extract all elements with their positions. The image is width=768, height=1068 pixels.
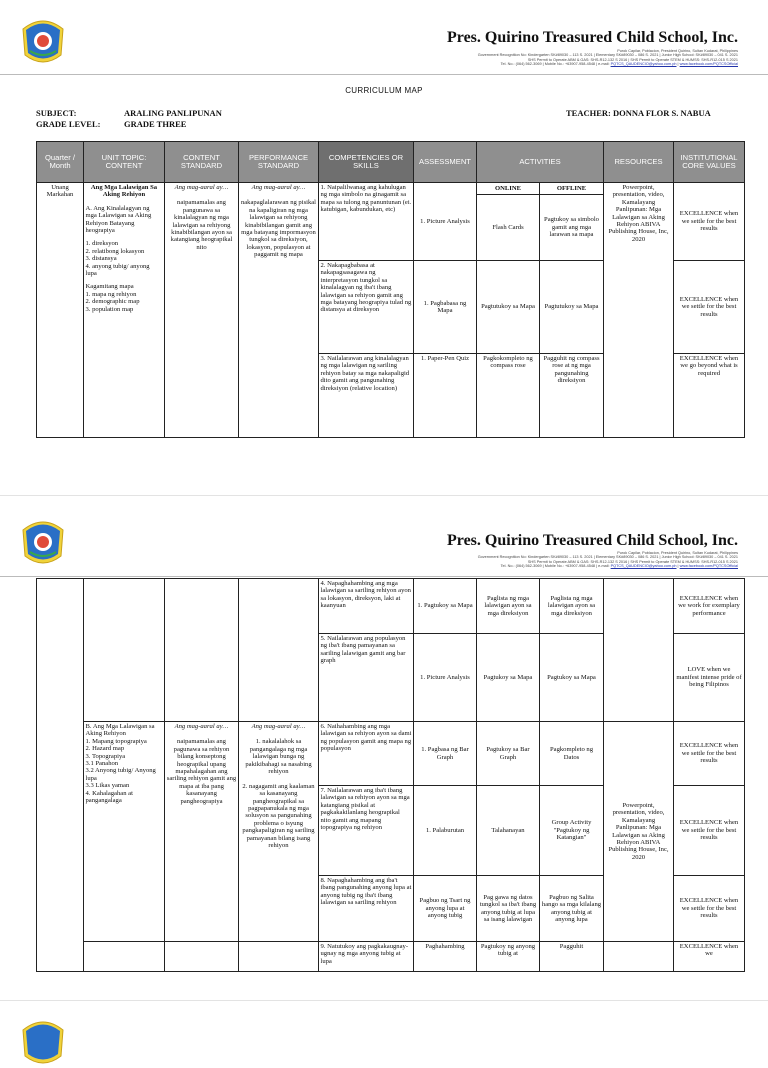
assessment-cell: 1. Pagbasa ng Bar Graph (414, 722, 477, 786)
offline-activity-cell: Pagkompleto ng Datos (540, 722, 604, 786)
unit-a: A. Ang Kinalalagyan ng mga Lalawigan sa Aking Rehiyon Batayang heograpiya (85, 204, 152, 235)
online-activity-cell: Paglista ng mga lalawigan ayon sa mga direksiyon (477, 579, 540, 634)
subject-label: SUBJECT: (36, 108, 77, 118)
col-quarter: Quarter / Month (37, 142, 84, 183)
competency-cell: 5. Nailalarawan ang populasyon ng iba't ibang pamayanan sa sariling lalawigan gamit ang bar graph (319, 634, 414, 722)
quarter-cell (37, 579, 84, 972)
competency-cell: 3. Nailalarawan ang kinalalagyan ng mga lalawigan ng sariling rehiyon batay sa mga nakapaligid dito gamit ang pangunahing direksiyon (relative location) (319, 354, 414, 438)
col-unit-topic: UNIT TOPIC: CONTENT (84, 142, 165, 183)
ps-body: 1. nakalalahok sa pangangalaga ng mga lalawigan bunga ng pakikibahagi sa nasabing rehiyon 2. nagagamit ang kaalaman sa kasanayang pangheograpikal sa pagpapanukala ng mga solusyon sa pangunahing problema o isyung pangkapaligiran ng sariling pamayanan bilang isang rehiyon (242, 738, 315, 850)
curriculum-table-page1 (36, 141, 745, 438)
core-value-cell: EXCELLENCE when we settle for the best results (674, 786, 745, 876)
content-standard-cell (165, 942, 239, 972)
online-activity-cell: Talahanayan (477, 786, 540, 876)
header-divider (0, 576, 768, 577)
subject-value: ARALING PANLIPUNAN (124, 108, 222, 118)
cs-head: Ang mag-aaral ay… (174, 184, 229, 191)
cs-head: Ang mag-aaral ay… (174, 723, 229, 730)
content-standard-cell (165, 579, 239, 722)
offline-activity-cell: Pagbuo ng Salita hango sa mga kilalang anyong tubig at anyong lupa (540, 876, 604, 942)
core-value-cell: EXCELLENCE when we work for exemplary performance (674, 579, 745, 634)
table-row (37, 722, 745, 786)
contact-text: Tel. No.: (064) 562-3069 | Mobile No.: +63907-958-4548 | e-mail: (500, 62, 611, 67)
email-link[interactable]: PQTCS_QAUDENCIO@yahoo.com.ph (610, 62, 677, 67)
school-name: Pres. Quirino Treasured Child School, Inc. (446, 29, 738, 46)
offline-activity-cell: Pagtukoy sa Mapa (540, 634, 604, 722)
core-value-cell: EXCELLENCE when we settle for the best results (674, 876, 745, 942)
ps-body: nakapaglalarawan ng pisikal na kapaligiran ng mga lalawigan sa rehiyong kinabibilangan gamit ang mga batayang impormasyon tungkol sa direksiyon, lokasyon, populasyon at paggamit ng mapa (240, 199, 317, 259)
email-link[interactable]: PQTCS_QAUDENCIO@yahoo.com.ph (610, 564, 677, 569)
grade-value: GRADE THREE (124, 119, 187, 129)
page-break-line (0, 495, 768, 496)
online-activity-cell: Pagtukoy sa Bar Graph (477, 722, 540, 786)
ps-head: Ang mag-aaral ay… (251, 184, 306, 191)
curriculum-table-page2 (36, 578, 745, 972)
content-standard-cell (165, 183, 239, 438)
school-address: Purok Capilar, Poblacion, President Quirino, Sultan Kudarat, Philippines (617, 551, 738, 555)
unit-topic-cell (84, 942, 165, 972)
school-seal-logo (20, 15, 66, 67)
core-value-cell: EXCELLENCE when we settle for the best results (674, 261, 745, 354)
facebook-link[interactable]: www.facebook.com/PQTCSOfficial (679, 62, 738, 67)
unit-topic-cell: B. Ang Mga Lalawigan sa Aking Rehiyon 1. Mapang topograpiya 2. Hazard map 3. Topograpiya 3.1 Panahon 3.2 Anyong tubig/ Anyong lupa 3.3 Likas yaman 4. Kahalagahan at pangangalaga (84, 722, 165, 942)
col-performance-standard: PERFORMANCE STANDARD (239, 142, 319, 183)
assessment-cell: 1. Pagbabasa ng Mapa (414, 261, 477, 354)
performance-standard-cell (239, 183, 319, 438)
competency-cell: 6. Naihahambing ang mga lalawigan sa rehiyon ayon sa dami ng populasyon gamit ang mapa ng populasyon (319, 722, 414, 786)
facebook-link[interactable]: www.facebook.com/PQTCSOfficial (679, 564, 738, 569)
unit-tools: Kagamitang mapa 1. mapa ng rehiyon 2. demographic map 3. population map (85, 283, 140, 313)
assessment-cell: 1. Paper-Pen Quiz (414, 354, 477, 438)
assessment-cell: Paghahambing (414, 942, 477, 972)
resources-cell: Powerpoint, presentation, video, Kamalayang Panlipunan: Mga Lalawigan sa Aking Rehiyon ABIVA Publishing House, Inc, 2020 (604, 183, 674, 438)
col-content-standard: CONTENT STANDARD (165, 142, 239, 183)
offline-subheader: OFFLINE (540, 183, 604, 195)
online-activity-cell: Flash Cards (477, 195, 540, 261)
contact-line (478, 564, 738, 568)
resources-cell: Powerpoint, presentation, video, Kamalayang Panlipunan: Mga Lalawigan sa Aking Rehiyon ABIVA Publishing House, Inc, 2020 (604, 722, 674, 942)
offline-activity-cell: Paglista ng mga lalawigan ayon sa mga direksiyon (540, 579, 604, 634)
permits-line: SHS Permit to Operate ABM & GAS: SHS-R12-132 S 2016 | SHS Permit to Operate STEM & HUMSS: SHS-R12-015 S 2021 (527, 559, 738, 564)
school-seal-logo (20, 516, 66, 568)
core-value-cell: EXCELLENCE when we settle for the best results (674, 183, 745, 261)
unit-title: Ang Mga Lalawigan Sa Aking Rehiyon (90, 184, 158, 199)
performance-standard-cell (239, 722, 319, 942)
contact-text: Tel. No.: (064) 562-3069 | Mobile No.: +63907-958-4548 | e-mail: (500, 564, 611, 569)
offline-activity-cell: Pagtukoy sa simbolo gamit ang mga larawan sa mapa (540, 195, 604, 261)
grade-label: GRADE LEVEL: (36, 119, 101, 129)
col-competencies: COMPETENCIES OR SKILLS (319, 142, 414, 183)
competency-cell: 7. Nailalarawan ang iba't ibang lalawigan sa rehiyon ayon sa mga katangiang pisikal at pagkakakilanlang heograpikal nito gamit ang mapang topograpiya ng rehiyon (319, 786, 414, 876)
separator: | (676, 62, 680, 67)
performance-standard-cell (239, 942, 319, 972)
teacher-info (566, 108, 711, 118)
table-row (37, 942, 745, 972)
page-break-line (0, 1000, 768, 1001)
assessment-cell: 1. Palaburutan (414, 786, 477, 876)
core-value-cell: LOVE when we manifest intense pride of being Filipinos (674, 634, 745, 722)
competency-cell: 2. Nakapagbabasa at nakapagsasagawa ng interpretasyon tungkol sa kinalalagyan ng iba't ibang lalawigan sa rehiyon gamit ang mga batayang heograpiya tulad ng distansya at direksyon (319, 261, 414, 354)
assessment-cell: 1. Picture Analysis (414, 183, 477, 261)
cs-body: naipamamalas ang pagunawa sa rehiyon bilang konseptong heograpikal upang mapahalagahan ang sariling rehiyon gamit ang mapa at iba pang kasanayang pangheograpiya (166, 738, 237, 805)
unit-topic-cell (84, 579, 165, 722)
school-address-block (478, 49, 738, 67)
col-resources: RESOURCES (604, 142, 674, 183)
content-standard-cell (165, 722, 239, 942)
recognition-line: Government Recognition No: Kindergarten SK#89030 – 113 S. 2021 | Elementary SK#89030 – 086 S. 2021 | Junior High School: SK#89030 – 041 S. 2021 (477, 53, 738, 58)
resources-cell (604, 942, 674, 972)
table-row (37, 183, 745, 195)
col-core-values: INSTITUTIONAL CORE VALUES (674, 142, 745, 183)
competency-cell: 8. Napaghahambing ang iba't ibang pangunahing anyong lupa at anyong tubig ng iba't ibang lalawigan sa sariling rehiyon (319, 876, 414, 942)
col-assessment: ASSESSMENT (414, 142, 477, 183)
assessment-cell: 1. Pagtukoy sa Mapa (414, 579, 477, 634)
cs-body: naipamamalas ang pangunawa sa kinalalagyan ng mga lalawigan sa rehiyong kinabibilangan ayon sa katangiang heograpikal nito (170, 199, 233, 251)
offline-activity-cell: Pagguhit ng compass rose at ng mga pangunahing direksiyon (540, 354, 604, 438)
offline-activity-cell: Pagguhit (540, 942, 604, 972)
core-value-cell: EXCELLENCE when we settle for the best results (674, 722, 745, 786)
col-activities: ACTIVITIES (477, 142, 604, 183)
online-activity-cell: Pagtukoy ng anyong tubig at (477, 942, 540, 972)
unit-list: 1. direksyon 2. relatibong lokasyon 3. distansya 4. anyong tubig/ anyong lupa (85, 240, 150, 278)
online-activity-cell: Pag gawa ng datos tungkol sa iba't ibang anyong tubig at lupa sa isang lalawigan (477, 876, 540, 942)
competency-cell: 4. Napaghahambing ang mga lalawigan sa sariling rehiyon ayon sa lokasyon, direksyon, laki at kaanyuan (319, 579, 414, 634)
contact-line (478, 62, 738, 66)
online-activity-cell: Pagtutukoy sa Mapa (477, 261, 540, 354)
teacher-label: TEACHER: (566, 108, 611, 118)
unit-topic-cell (84, 183, 165, 438)
online-subheader: ONLINE (477, 183, 540, 195)
offline-activity-cell: Group Activity "Pagtukoy ng Katangian" (540, 786, 604, 876)
table-row (37, 579, 745, 634)
table-header-row (37, 142, 745, 183)
online-activity-cell: Pagtukoy sa Mapa (477, 634, 540, 722)
school-name: Pres. Quirino Treasured Child School, Inc. (446, 532, 738, 549)
assessment-cell: 1. Picture Analysis (414, 634, 477, 722)
doc-title: CURRICULUM MAP (345, 86, 423, 95)
school-address: Purok Capilar, Poblacion, President Quirino, Sultan Kudarat, Philippines (617, 49, 738, 53)
competency-cell: 9. Natutukoy ang pagkakaugnay-ugnay ng mga anyong tubig at lupa (319, 942, 414, 972)
teacher-value: DONNA FLOR S. NABUA (613, 108, 711, 118)
performance-standard-cell (239, 579, 319, 722)
assessment-cell: Pagbuo ng Tsart ng anyong lupa at anyong tubig (414, 876, 477, 942)
separator: | (676, 564, 680, 569)
offline-activity-cell: Pagtutukoy sa Mapa (540, 261, 604, 354)
resources-cell (604, 579, 674, 722)
quarter-cell: Unang Markahan (37, 183, 84, 438)
competency-cell: 1. Naipalilwanag ang kahulugan ng mga simbolo na ginagamit sa mapa sa tulong ng panuntunan (ei. katubigan, kabundukan, etc) (319, 183, 414, 261)
ps-head: Ang mag-aaral ay… (251, 723, 306, 730)
header-divider (0, 74, 768, 75)
online-activity-cell: Pagkokompleto ng compass rose (477, 354, 540, 438)
core-value-cell: EXCELLENCE when we (674, 942, 745, 972)
school-address-block (478, 551, 738, 569)
core-value-cell: EXCELLENCE when we go beyond what is required (674, 354, 745, 438)
permits-line: SHS Permit to Operate ABM & GAS: SHS-R12-132 S 2016 | SHS Permit to Operate STEM & HUMSS: SHS-R12-015 S 2021 (527, 57, 738, 62)
recognition-line: Government Recognition No: Kindergarten SK#89030 – 113 S. 2021 | Elementary SK#89030 – 086 S. 2021 | Junior High School: SK#89030 – 041 S. 2021 (477, 555, 738, 560)
